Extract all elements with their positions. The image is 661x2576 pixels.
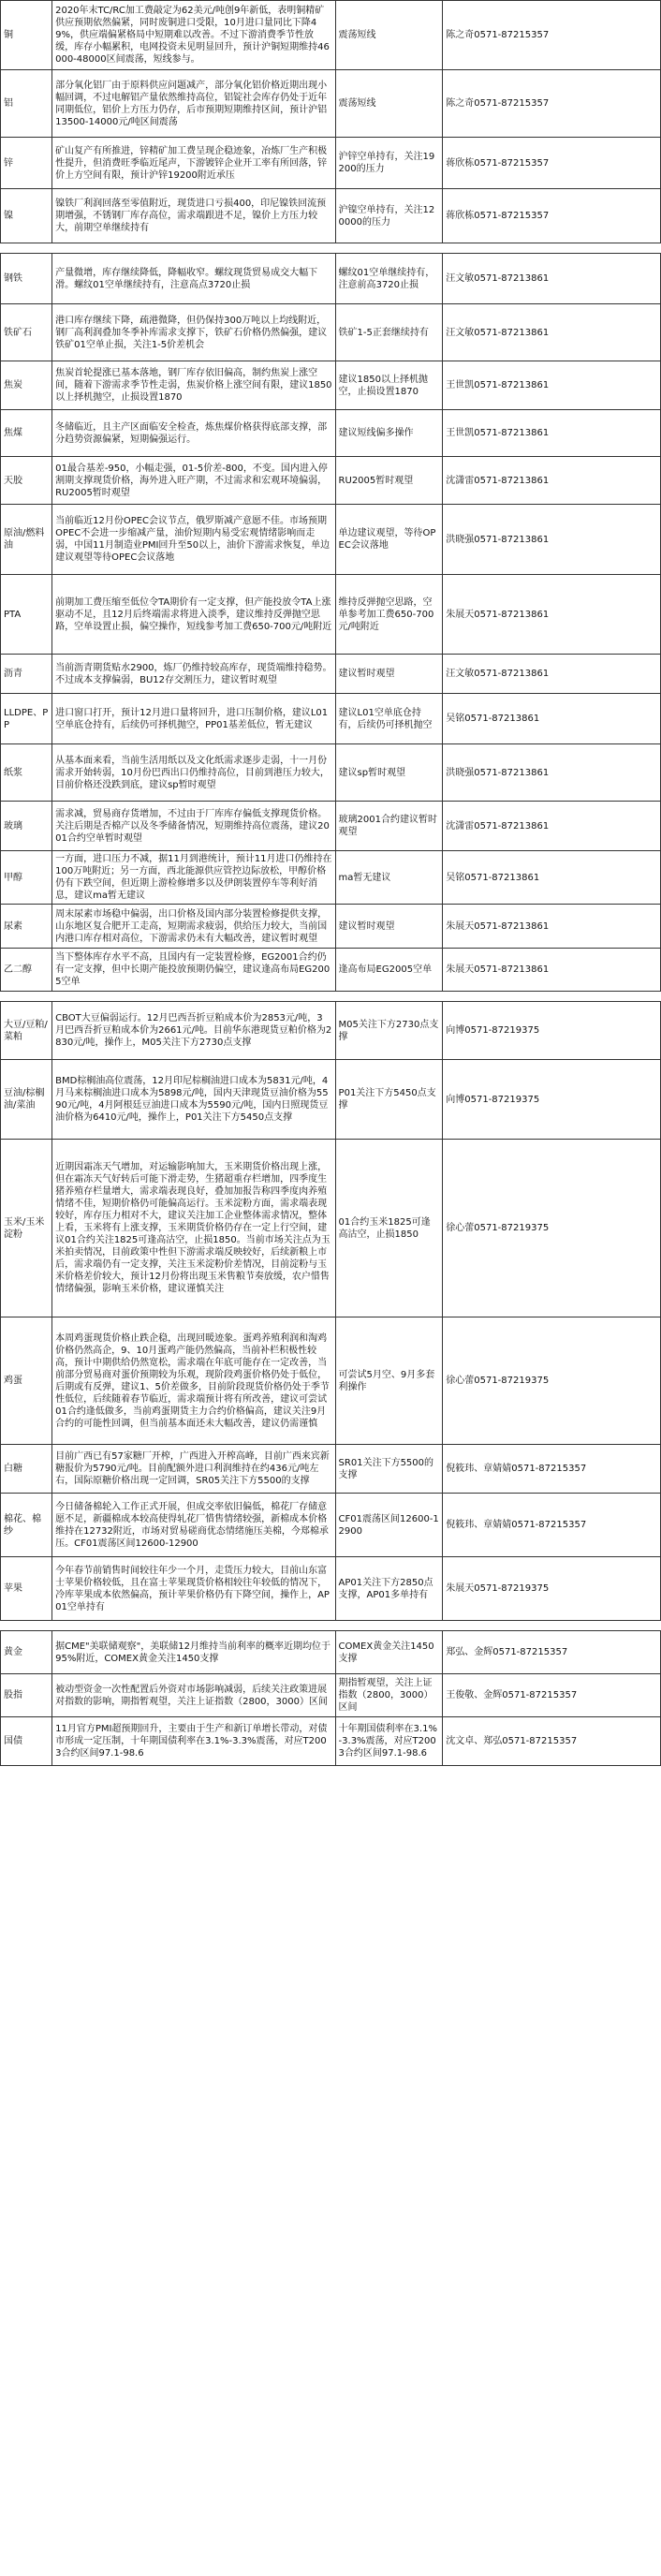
strategy-text: 建议短线偏多操作 bbox=[335, 410, 443, 457]
commodity-name: 白糖 bbox=[1, 1445, 52, 1494]
table-row bbox=[1, 505, 661, 575]
strategy-text: COMEX黄金关注1450支撑 bbox=[335, 1631, 443, 1674]
contact-info: 朱展天0571-87219375 bbox=[443, 1557, 661, 1621]
contact-info: 汪文敏0571-87213861 bbox=[443, 304, 661, 361]
strategy-text: 震荡短线 bbox=[335, 1, 443, 70]
contact-info: 朱展天0571-87213861 bbox=[443, 949, 661, 992]
commodity-name: 天胶 bbox=[1, 457, 52, 505]
strategy-text: 铁矿1-5正套继续持有 bbox=[335, 304, 443, 361]
commodity-name: 玉米/玉米淀粉 bbox=[1, 1140, 52, 1317]
contact-info: 汪文敏0571-87213861 bbox=[443, 655, 661, 694]
contact-info: 倪筱玮、章婧婧0571-87215357 bbox=[443, 1445, 661, 1494]
strategy-text: AP01关注下方2850点支撑，AP01多单持有 bbox=[335, 1557, 443, 1621]
contact-info: 沈潇雷0571-87213861 bbox=[443, 457, 661, 505]
strategy-text: 十年期国债利率在3.1%-3.3%震荡，对应T2003合约区间97.1-98.6 bbox=[335, 1717, 443, 1766]
analysis-text: 进口窗口打开，预计12月进口量将回升，进口压制价格，建议L01空单底仓持有，后续仍可择机抛空，PP01基差低位，暂无建议 bbox=[52, 694, 335, 744]
strategy-text: 期指暂观望，关注上证指数（2800，3000）区间 bbox=[335, 1674, 443, 1717]
table-row bbox=[1, 1494, 661, 1557]
commodity-name: 纸浆 bbox=[1, 744, 52, 802]
commodity-name: 国债 bbox=[1, 1717, 52, 1766]
contact-info: 朱展天0571-87213861 bbox=[443, 575, 661, 655]
commodity-name: 乙二醇 bbox=[1, 949, 52, 992]
contact-info: 洪晓强0571-87213861 bbox=[443, 744, 661, 802]
contact-info: 沈文卓、郑弘0571-87215357 bbox=[443, 1717, 661, 1766]
analysis-text: 需求减，贸易商存货增加，不过由于厂库库存偏低支撑现货价格。关注后期是否棉产以及冬季储备情况，短期维持高位震荡，建议2001合约空单暂时观望 bbox=[52, 802, 335, 851]
commodity-name: 黄金 bbox=[1, 1631, 52, 1674]
strategy-text: 维持反弹抛空思路，空单参考加工费650-700元/吨附近 bbox=[335, 575, 443, 655]
table-row bbox=[1, 575, 661, 655]
table-row bbox=[1, 851, 661, 905]
table-row bbox=[1, 189, 661, 243]
commodity-name: 鸡蛋 bbox=[1, 1317, 52, 1445]
analysis-text: 周末尿素市场稳中偏弱，出口价格及国内部分装置检修提供支撑，山东地区复合肥开工走高，短期需求疲弱，供给压力较大，当前国内港口库存相对高位，下游需求仍未有大幅改善，建议暂时观望 bbox=[52, 905, 335, 949]
analysis-text: 当前临近12月份OPEC会议节点，俄罗斯减产意愿不佳。市场预期OPEC不会进一步缩减产量，油价短期内易受宏观情绪影响而走弱，中国11月制造业PMI回升至50以上，油价下游需求恢复，单边建议观望等待OPEC会议落地 bbox=[52, 505, 335, 575]
analysis-text: 2020年末TC/RC加工费敲定为62美元/吨创9年新低，表明铜精矿供应预期依然偏紧，同时废铜进口受限，10月进口量同比下降49%，供应端偏紧格局中短期难以改善。不过下游消费季节性放缓，库存小幅累积，电网投资未见明显回升，预计沪铜短期维持46000-48000区间震荡，短线参与。 bbox=[52, 1, 335, 70]
strategy-text: SR01关注下方5500的支撑 bbox=[335, 1445, 443, 1494]
analysis-text: 前期加工费压缩至低位令TA期价有一定支撑，但产能投放令TA上涨驱动不足，且12月后终端需求将进入淡季，建议维持反弹抛空思路，空单设置止损，偏空操作，短线参考加工费650-700元/吨附近 bbox=[52, 575, 335, 655]
contact-info: 向博0571-87219375 bbox=[443, 1002, 661, 1060]
strategy-text: 震荡短线 bbox=[335, 70, 443, 138]
commodity-name: 铁矿石 bbox=[1, 304, 52, 361]
contact-info: 倪筱玮、章婧婧0571-87215357 bbox=[443, 1494, 661, 1557]
contact-info: 洪晓强0571-87213861 bbox=[443, 505, 661, 575]
table-row bbox=[1, 1557, 661, 1621]
strategy-text: 01合约玉米1825可逢高沽空，止损1850 bbox=[335, 1140, 443, 1317]
strategy-text: 玻璃2001合约建议暂时观望 bbox=[335, 802, 443, 851]
analysis-text: 当前沥青期货贴水2900，炼厂仍维持较高库存，现货端维持稳势。不过成本支撑偏弱，BU12存交割压力，建议暂时观望 bbox=[52, 655, 335, 694]
strategy-text: 建议暂时观望 bbox=[335, 655, 443, 694]
commodity-name: 焦煤 bbox=[1, 410, 52, 457]
analysis-text: 目前广西已有57家糖厂开榨，广西进入开榨高峰，目前广西来宾新糖报价为5790元/吨。目前配额外进口利润维持在约436元/吨左右，国际原糖价格出现一定回调，SR05关注下方5500的支撑 bbox=[52, 1445, 335, 1494]
table-row bbox=[1, 254, 661, 304]
contact-info: 郑弘、金辉0571-87215357 bbox=[443, 1631, 661, 1674]
analysis-text: CBOT大豆偏弱运行。12月巴西吾折豆粕成本价为2853元/吨，3月巴西吾折豆粕成本价为2661元/吨。目前华东港现货豆粕价格为2830元/吨，操作上，M05关注下方2730点支撑 bbox=[52, 1002, 335, 1060]
commodity-name: 豆油/棕榈油/菜油 bbox=[1, 1060, 52, 1140]
table-row bbox=[1, 1002, 661, 1060]
contact-info: 王世凯0571-87213861 bbox=[443, 361, 661, 410]
divider-cell bbox=[1, 243, 661, 254]
analysis-text: 产量微增，库存继续降低，降幅收窄。螺纹现货贸易成交大幅下滑。螺纹01空单继续持有，注意高点3720止损 bbox=[52, 254, 335, 304]
strategy-text: P01关注下方5450点支撑 bbox=[335, 1060, 443, 1140]
commodity-name: 股指 bbox=[1, 1674, 52, 1717]
table-row bbox=[1, 457, 661, 505]
section-divider bbox=[1, 1621, 661, 1631]
commodity-name: 甲醇 bbox=[1, 851, 52, 905]
analysis-text: 一方面，进口压力不减，据11月到港统计，预计11月进口仍维持在100万吨附近；另一方面，西北能源供应管控边际放松，甲醇价格仍有下跌空间，但近期上游检修增多以及伊朗装置停车等利好消息，建议ma暂无建议 bbox=[52, 851, 335, 905]
commodity-name: 锌 bbox=[1, 138, 52, 189]
table-row bbox=[1, 70, 661, 138]
commodity-name: 大豆/豆粕/菜粕 bbox=[1, 1002, 52, 1060]
commodity-name: 镍 bbox=[1, 189, 52, 243]
divider-cell bbox=[1, 992, 661, 1002]
table-row bbox=[1, 744, 661, 802]
contact-info: 王俊敬、金辉0571-87215357 bbox=[443, 1674, 661, 1717]
table-row bbox=[1, 1140, 661, 1317]
table-row bbox=[1, 1445, 661, 1494]
analysis-text: 矿山复产有所推进，锌精矿加工费呈现企稳迹象，冶炼厂生产积极性提升，但消费旺季临近尾声，下游镀锌企业开工率有所回落，锌价上方空间有限，预计沪锌19200附近承压 bbox=[52, 138, 335, 189]
strategy-text: ma暂无建议 bbox=[335, 851, 443, 905]
table-row bbox=[1, 1674, 661, 1717]
table-row bbox=[1, 361, 661, 410]
analysis-text: 被动型资金一次性配置后外资对市场影响减弱，后续关注政策进展对指数的影响，期指暂观望，关注上证指数（2800，3000）区间 bbox=[52, 1674, 335, 1717]
table-body bbox=[1, 1, 661, 1766]
commodity-name: 玻璃 bbox=[1, 802, 52, 851]
commodity-name: 钢铁 bbox=[1, 254, 52, 304]
contact-info: 吴铭0571-87213861 bbox=[443, 694, 661, 744]
strategy-text: 沪镍空单持有，关注120000的压力 bbox=[335, 189, 443, 243]
analysis-text: 据CME"美联储观察"，美联储12月维持当前利率的概率近期均位于95%附近，COMEX黄金关注1450支撑 bbox=[52, 1631, 335, 1674]
section-divider bbox=[1, 992, 661, 1002]
table-row bbox=[1, 694, 661, 744]
contact-info: 陈之奇0571-87215357 bbox=[443, 70, 661, 138]
strategy-text: 螺纹01空单继续持有，注意前高3720止损 bbox=[335, 254, 443, 304]
contact-info: 蒋欣栋0571-87215357 bbox=[443, 138, 661, 189]
strategy-text: 建议L01空单底仓持有，后续仍可择机抛空 bbox=[335, 694, 443, 744]
contact-info: 徐心蕾0571-87219375 bbox=[443, 1140, 661, 1317]
contact-info: 沈潇雷0571-87213861 bbox=[443, 802, 661, 851]
table-row bbox=[1, 905, 661, 949]
commodity-name: 沥青 bbox=[1, 655, 52, 694]
strategy-text: CF01震荡区间12600-12900 bbox=[335, 1494, 443, 1557]
divider-cell bbox=[1, 1621, 661, 1631]
strategy-text: 逢高布局EG2005空单 bbox=[335, 949, 443, 992]
table-row bbox=[1, 1, 661, 70]
analysis-text: 今年春节前销售时间较往年少一个月，走货压力较大，目前山东富士苹果价格较低，且在富士苹果现货价格相较往年较低的情况下，冷库苹果成本依然偏高，预计苹果价格仍有下降空间，操作上，AP01空单持有 bbox=[52, 1557, 335, 1621]
table-row bbox=[1, 304, 661, 361]
commodity-name: 铜 bbox=[1, 1, 52, 70]
table-row bbox=[1, 1631, 661, 1674]
table-row bbox=[1, 1717, 661, 1766]
strategy-text: M05关注下方2730点支撑 bbox=[335, 1002, 443, 1060]
table-row bbox=[1, 655, 661, 694]
analysis-text: 今日储备棉轮入工作正式开展，但成交率依旧偏低，棉花厂存储意愿不足，新疆棉成本较高使得轧花厂惜售情绪较强，新棉成本价格维持在12732附近，市场对贸易磋商优态情绪施压美棉，今郑棉承压。CF01震荡区间12600-12900 bbox=[52, 1494, 335, 1557]
commodity-name: PTA bbox=[1, 575, 52, 655]
commodity-name: LLDPE、PP bbox=[1, 694, 52, 744]
contact-info: 徐心蕾0571-87219375 bbox=[443, 1317, 661, 1445]
analysis-text: 本周鸡蛋现货价格止跌企稳，出现回暖迹象。蛋鸡养殖利润和淘鸡价格仍然高企，9、10月蛋鸡产能仍然偏高，当前补栏积极性较高，预计中期供给仍然宽松，需求端在年底可能存在一定改善，当前部分贸易商对蛋价预期较为乐观，现阶段鸡蛋价格仍处于低位，后期或有反弹，建议1、5价差做多，目前阶段现货价格仍处于季节性低位，后续随着春节临近，需求端预计将有所改善，建议可尝试01合约逢低做多，当前鸡蛋期货主力合约价格偏高，建议关注9月合约的可能性回调，但当前基本面还未大幅改善，建议仍需谨慎 bbox=[52, 1317, 335, 1445]
analysis-text: 焦炭首轮提涨已基本落地，钢厂库存依旧偏高，制约焦炭上涨空间，随着下游需求季节性走弱，焦炭价格上涨空间有限，建议1850以上择机抛空，止损设置1870 bbox=[52, 361, 335, 410]
strategy-text: 单边建议观望，等待OPEC会议落地 bbox=[335, 505, 443, 575]
contact-info: 吴铭0571-87213861 bbox=[443, 851, 661, 905]
analysis-text: 从基本面来看，当前生活用纸以及文化纸需求逐步走弱，十一月份需求开始转弱，10月份巴西出口仍维持高位，目前到港压力较大，目前价格还没跌到底，建议sp暂时观望 bbox=[52, 744, 335, 802]
analysis-text: 部分氧化铝厂由于原料供应问题减产，部分氧化铝价格近期出现小幅回调，不过电解铝产量依然维持高位，铝锭社会库存仍处于近年同期低位，铝价上方压力仍存，后市预期短期维持区间，预计沪铝13500-14000元/吨区间震荡 bbox=[52, 70, 335, 138]
strategy-text: RU2005暂时观望 bbox=[335, 457, 443, 505]
commodity-name: 原油/燃料油 bbox=[1, 505, 52, 575]
analysis-text: 镍铁厂利润回落至零值附近，现货进口亏损400，印尼镍铁回流预期增强，不锈钢厂库存高位，需求端跟进不足，镍价上方压力较大，前期空单继续持有 bbox=[52, 189, 335, 243]
analysis-text: 冬储临近，且主产区面临安全检查，炼焦煤价格获得底部支撑，部分趋势资源偏紧，短期偏强运行。 bbox=[52, 410, 335, 457]
analysis-text: 当下整体库存水平不高，且国内有一定装置检修，EG2001合约仍有一定支撑，但中长期产能投放预期仍偏空，建议逢高布局EG2005空单 bbox=[52, 949, 335, 992]
strategy-text: 沪锌空单持有，关注19200的压力 bbox=[335, 138, 443, 189]
analysis-text: 港口库存继续下降，疏港微降，但仍保持300万吨以上均线附近，钢厂高利润叠加冬季补库需求支撑下，铁矿石价格仍然偏强，建议铁矿01空单止损，关注1-5价差机会 bbox=[52, 304, 335, 361]
analysis-text: 11月官方PMI超预期回升，主要由于生产和新订单增长带动，对债市形成一定压制，十年期国债利率在3.1%-3.3%震荡，对应T2003合约区间97.1-98.6 bbox=[52, 1717, 335, 1766]
table-row bbox=[1, 138, 661, 189]
table-row bbox=[1, 802, 661, 851]
commodity-name: 焦炭 bbox=[1, 361, 52, 410]
commodity-name: 尿素 bbox=[1, 905, 52, 949]
commodity-name: 苹果 bbox=[1, 1557, 52, 1621]
strategy-text: 可尝试5月空、9月多套利操作 bbox=[335, 1317, 443, 1445]
analysis-text: BMD棕榈油高位震荡，12月印尼棕榈油进口成本为5831元/吨，4月马来棕榈油进口成本为5898元/吨，国内天津现货豆油价格为5590元/吨，4月阿根廷豆油进口成本为5590元/吨，国内日照现货豆油价格为6410元/吨，操作上，P01关注下方5450点支撑 bbox=[52, 1060, 335, 1140]
analysis-text: 01最合基差-950，小幅走强，01-5价差-800，不变。国内进入停割期支撑现货价格，海外进入旺产期，不过需求和宏观环境偏弱，RU2005暂时观望 bbox=[52, 457, 335, 505]
contact-info: 陈之奇0571-87215357 bbox=[443, 1, 661, 70]
table-row bbox=[1, 410, 661, 457]
analysis-text: 近期因霜冻天气增加，对运输影响加大，玉米期货价格出现上涨，但在霜冻天气好转后可能下滑走势，生猪超重存栏增加，四季度生猪养殖存栏量增大，需求端表现良好，叠加加报告称四季度肉养殖情绪不佳，短期价格仍可能偏高运行。玉米淀粉方面，需求端表现较好，库存压力相对不大，建议关注加工企业整体需求情况，整体上看，玉米将有上涨支撑，玉米期货价格仍存在一定上行空间，建议01合约关注1825可逢高沽空，止损1850。当前市场关注点为玉米拍卖情况，目前政策中性但下游需求端反映较好，后续新粮上市后，需求端仍有一定支撑，关注玉米淀粉价差情况，目前淀粉与玉米价格差价较大，预计12月份将出现玉米售粮节奏放缓，农户惜售情绪偏强，影响玉米价格，建议谨慎关注 bbox=[52, 1140, 335, 1317]
table-row bbox=[1, 1317, 661, 1445]
contact-info: 朱展天0571-87213861 bbox=[443, 905, 661, 949]
strategy-text: 建议sp暂时观望 bbox=[335, 744, 443, 802]
contact-info: 向博0571-87219375 bbox=[443, 1060, 661, 1140]
contact-info: 汪文敏0571-87213861 bbox=[443, 254, 661, 304]
contact-info: 王世凯0571-87213861 bbox=[443, 410, 661, 457]
strategy-text: 建议暂时观望 bbox=[335, 905, 443, 949]
commodity-name: 棉花、棉纱 bbox=[1, 1494, 52, 1557]
strategy-text: 建议1850以上择机抛空，止损设置1870 bbox=[335, 361, 443, 410]
table-row bbox=[1, 949, 661, 992]
section-divider bbox=[1, 243, 661, 254]
table-row bbox=[1, 1060, 661, 1140]
contact-info: 蒋欣栋0571-87215357 bbox=[443, 189, 661, 243]
commodity-name: 铝 bbox=[1, 70, 52, 138]
